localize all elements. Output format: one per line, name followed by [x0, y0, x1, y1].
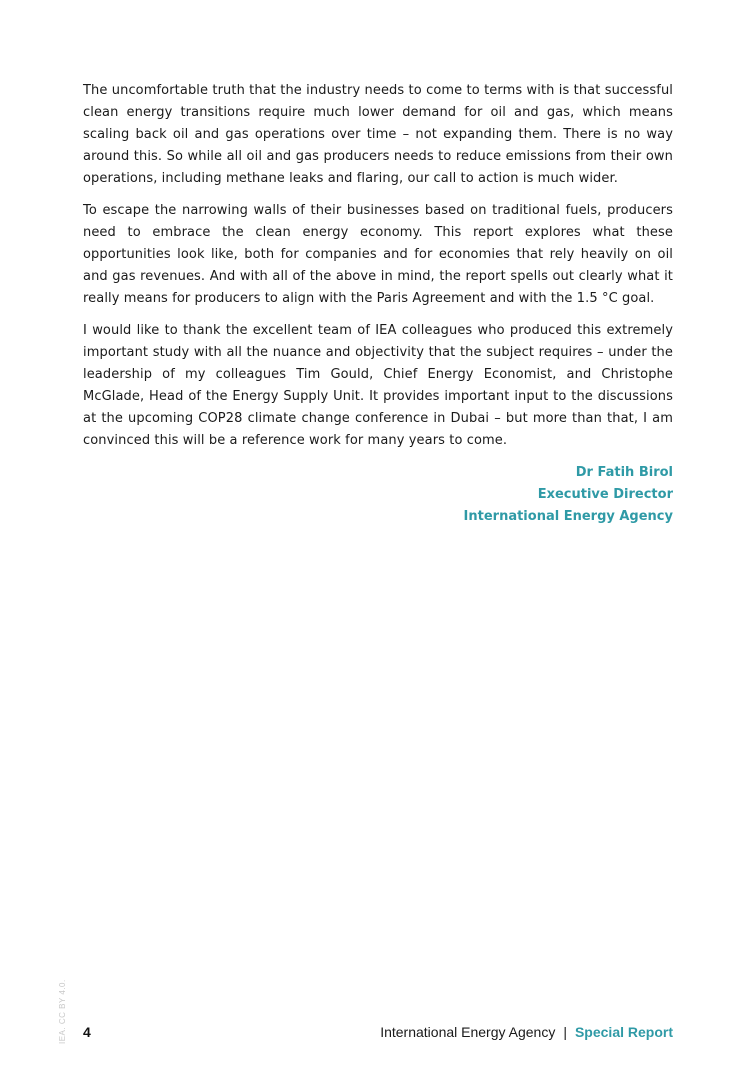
- body-text: [83, 80, 673, 462]
- paragraph-3: I would like to thank the excellent team of IEA colleagues who produced this extremely important study with all the nuance and objectivity that the subject requires – under the leadership of my colleagues Tim Gould, Chief Energy Economist, and Christophe McGlade, Head of the Energy Supply Unit. It provides important input to the discussions at the upcoming COP28 climate change conference in Dubai – but more than that, I am convinced this will be a reference work for many years to come.: [83, 323, 673, 448]
- signature-block: [464, 462, 673, 528]
- signature-title: Executive Director: [537, 487, 673, 502]
- signature-name: Dr Fatih Birol: [575, 465, 673, 480]
- page-footer: [83, 1024, 673, 1044]
- signature-organization: International Energy Agency: [463, 509, 673, 524]
- paragraph-2: To escape the narrowing walls of their businesses based on traditional fuels, producers need to embrace the clean energy economy. This report explores what these opportunities look like, both for companies and for economies that rely heavily on oil and gas revenues. And with all of the above in mind, the report spells out clearly what it really means for producers to align with the Paris Agreement and with the 1.5 °C goal.: [83, 203, 673, 306]
- footer-report-type: Special Report: [574, 1024, 673, 1040]
- license-note: IEA. CC BY 4.0.: [58, 979, 67, 1044]
- paragraph-1: The uncomfortable truth that the industry needs to come to terms with is that successful clean energy transitions require much lower demand for oil and gas, which means scaling back oil and gas operations over time – not expanding them. There is no way around this. So while all oil and gas producers needs to reduce emissions from their own operations, including methane leaks and flaring, our call to action is much wider.: [83, 83, 673, 186]
- page-number: 4: [83, 1024, 91, 1040]
- footer-publisher: International Energy Agency: [380, 1024, 556, 1040]
- footer-right: [380, 1024, 673, 1040]
- footer-separator: |: [563, 1024, 567, 1040]
